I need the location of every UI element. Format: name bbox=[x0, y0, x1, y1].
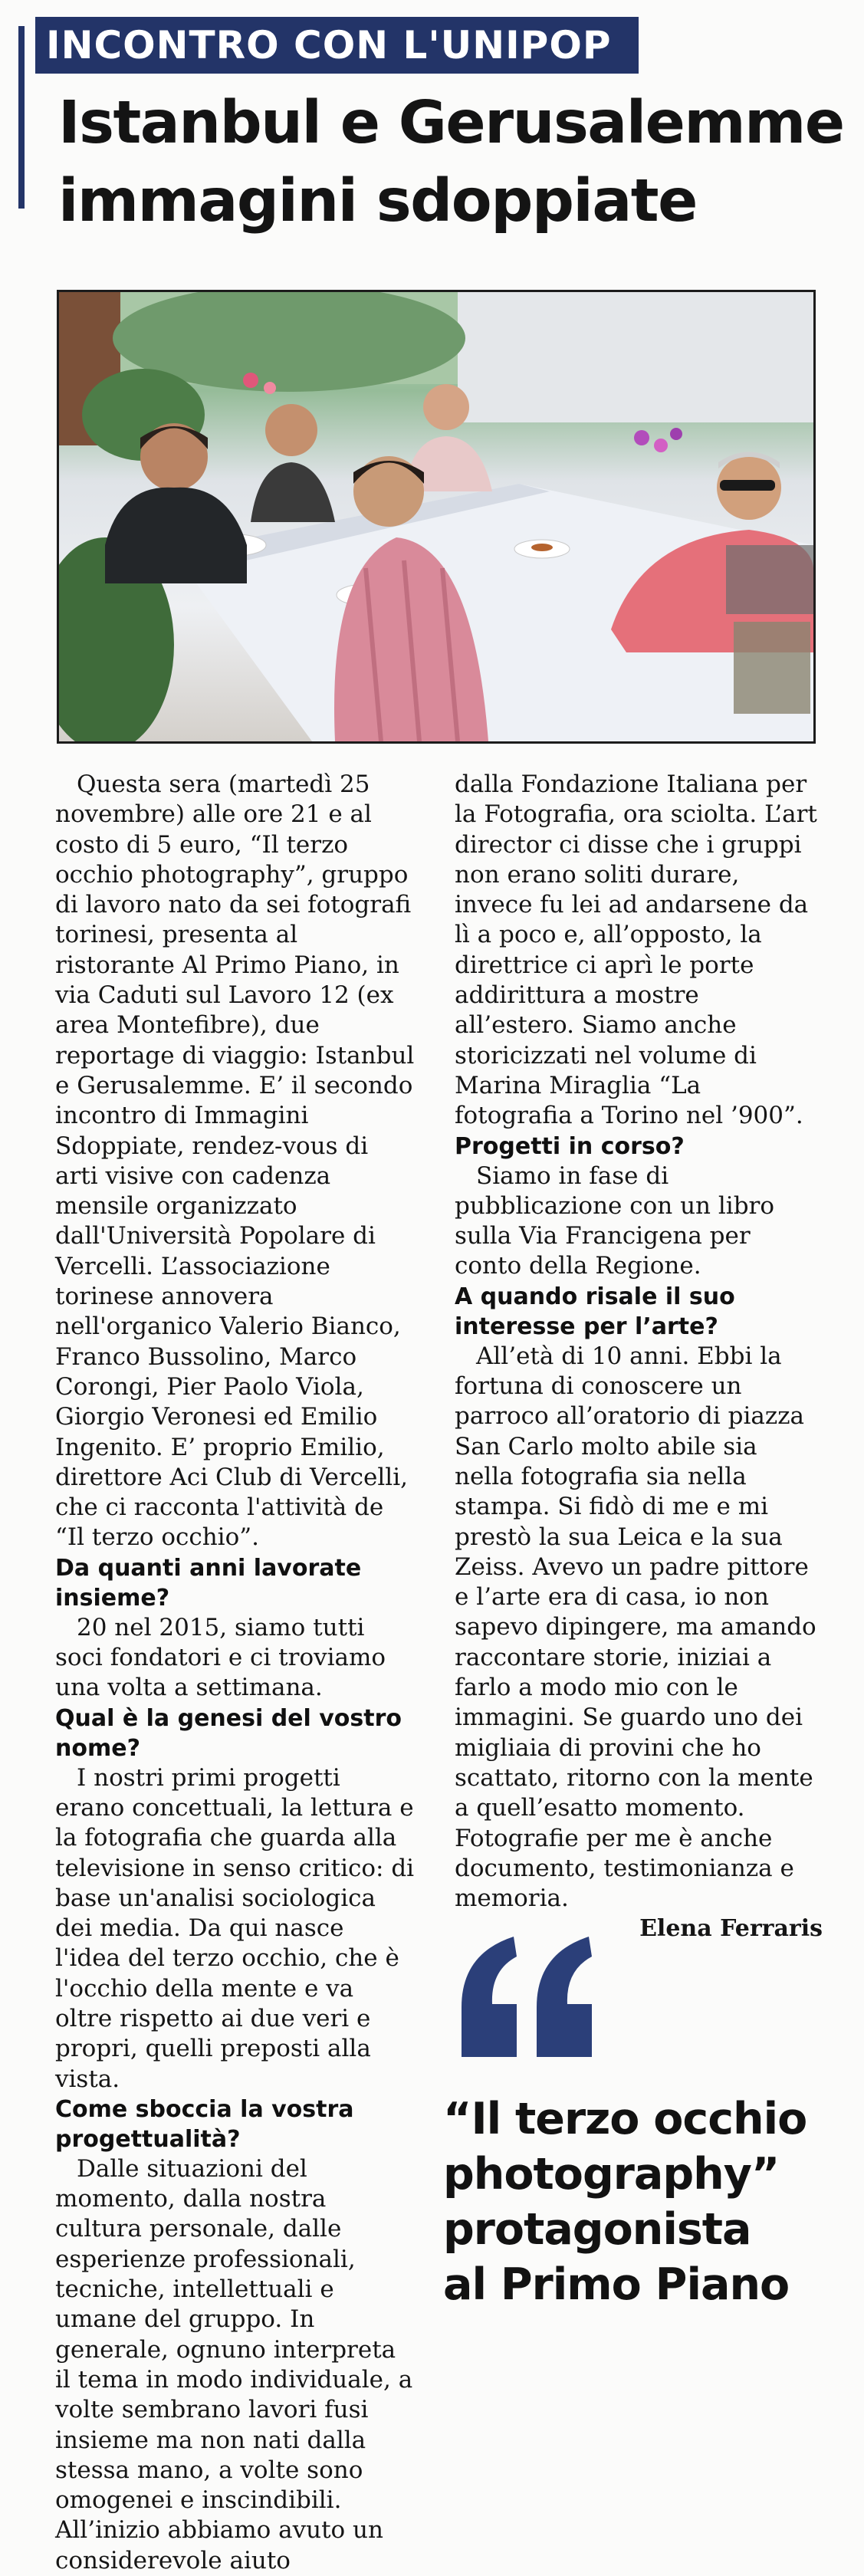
headline-line-1: Istanbul e Gerusalemme bbox=[58, 89, 844, 157]
accent-rule bbox=[18, 26, 25, 209]
answer-paragraph: Siamo in fase di pubblicazione con un libro sulla Via Francigena per conto della Regione. bbox=[455, 1162, 775, 1280]
article-column-left bbox=[55, 770, 416, 2576]
pull-quote-line-3: protagonista bbox=[443, 2204, 751, 2255]
question-heading: Da quanti anni lavorate insieme? bbox=[55, 1554, 362, 1612]
article-headline bbox=[58, 84, 848, 241]
article-photo bbox=[57, 290, 816, 744]
answer-paragraph: 20 nel 2015, siamo tutti soci fondatori e ci troviamo una volta a settimana. bbox=[55, 1613, 386, 1702]
pull-quote bbox=[443, 2091, 842, 2312]
answer-paragraph: Dalle situazioni del momento, dalla nostra cultura personale, dalle esperienze professionali, tecniche, intellettuali e umane del gruppo. In generale, ognuno interpreta il tema in modo individuale, a volte sembrano lavori fusi insieme ma non nati dalla stessa mano, a volte sono omogenei e inscindibili. All’inizio abbiamo avuto un considerevole aiuto bbox=[55, 2154, 413, 2574]
headline-line-2: immagini sdoppiate bbox=[58, 167, 697, 235]
author-signature: Elena Ferraris bbox=[639, 1915, 823, 1943]
section-kicker: INCONTRO CON L'UNIPOP bbox=[35, 17, 639, 74]
answer-paragraph-continued: dalla Fondazione Italiana per la Fotografia, ora sciolta. L’art director ci disse che i gruppi non erano soliti durare, invece fu lei ad andarsene da lì a poco e, all’opposto, la direttrice ci aprì le porte addirittura a mostre all’estero. Siamo anche storicizzati nel volume di Marina Miraglia “La fotografia a Torino nel ’900”. bbox=[455, 770, 817, 1130]
intro-paragraph: Questa sera (martedì 25 novembre) alle ore 21 e al costo di 5 euro, “Il terzo occhio photography”, gruppo di lavoro nato da sei fotografi torinesi, presenta al ristorante Al Primo Piano, in via Caduti sul Lavoro 12 (ex area Montefibre), due reportage di viaggio: Istanbul e Gerusalemme. E’ il secondo incontro di Immagini Sdoppiate, rendez-vous di arti visive con cadenza mensile organizzato dall'Università Popolare di Vercelli. L’associazione torinese annovera nell'organico Valerio Bianco, Franco Bussolino, Marco Corongi, Pier Paolo Viola, Giorgio Veronesi ed Emilio Ingenito. E’ proprio Emilio, direttore Aci Club di Vercelli, che ci racconta l'attività de “Il terzo occhio”. bbox=[55, 770, 415, 1552]
restaurant-scene-illustration bbox=[59, 292, 813, 741]
answer-paragraph: All’età di 10 anni. Ebbi la fortuna di conoscere un parroco all’oratorio di piazza San Carlo molto abile sia nella fotografia sia nella stampa. Si fidò di me e mi prestò la sua Leica e la sua Zeiss. Avevo un padre pittore e l’arte era di casa, io non sapevo dipingere, ma amando raccontare storie, iniziai a farlo a modo mio con le immagini. Se guardo uno dei migliaia di provini che ho scattato, ritorno con la mente a quell’esatto momento. Fotografie per me è anche documento, testimonianza e memoria. bbox=[455, 1342, 816, 1913]
article-column-right bbox=[455, 770, 823, 1944]
pull-quote-line-4: al Primo Piano bbox=[443, 2259, 790, 2310]
question-heading: A quando risale il suo interesse per l’arte? bbox=[455, 1283, 735, 1340]
quote-mark-icon bbox=[452, 1930, 606, 2061]
question-heading: Qual è la genesi del vostro nome? bbox=[55, 1704, 402, 1762]
pull-quote-line-1: “Il terzo occhio bbox=[443, 2094, 807, 2144]
question-heading: Progetti in corso? bbox=[455, 1132, 685, 1160]
answer-paragraph: I nostri primi progetti erano concettuali, la lettura e la fotografia che guarda alla televisione in senso critico: di base un'analisi sociologica dei media. Da qui nasce l'idea del terzo occhio, che è l'occhio della mente e va oltre rispetto ai due veri e propri, quelli preposti alla vista. bbox=[55, 1763, 415, 2093]
pull-quote-line-2: photography” bbox=[443, 2149, 780, 2200]
question-heading: Come sboccia la vostra progettualità? bbox=[55, 2095, 354, 2153]
